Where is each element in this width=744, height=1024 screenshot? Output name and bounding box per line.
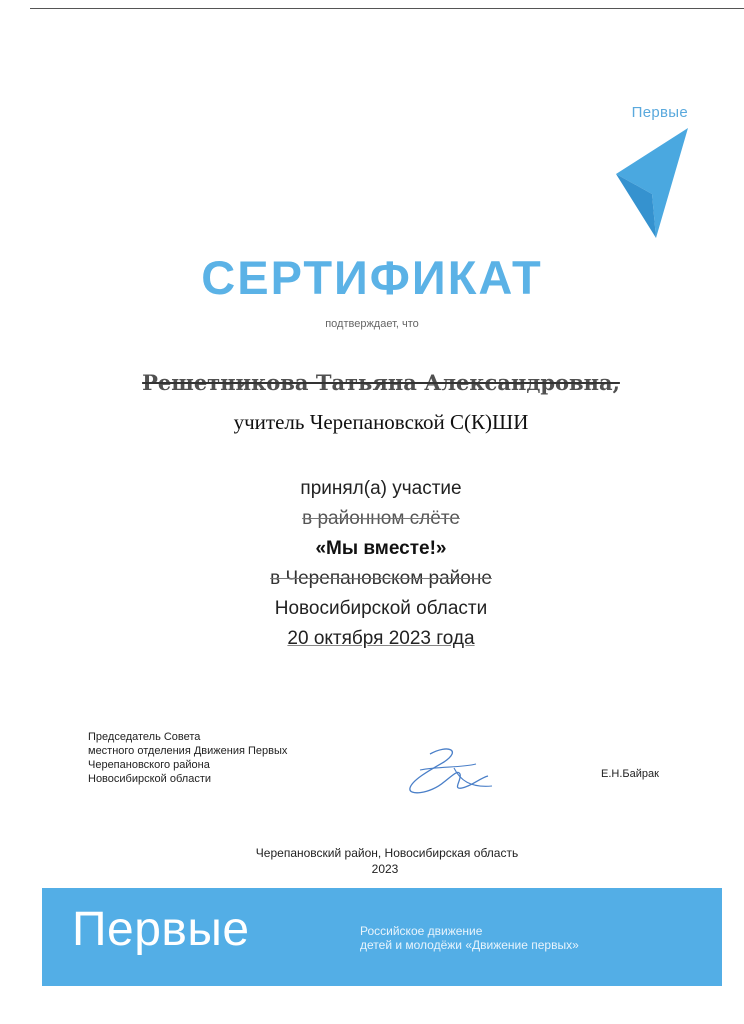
signatory-role-line: Черепановского района xyxy=(88,759,210,771)
district-line: в Черепановском районе xyxy=(270,568,492,589)
signatory-name: Е.Н.Байрак xyxy=(601,768,659,780)
movement-logo-icon xyxy=(612,122,692,242)
region-line: Новосибирской области xyxy=(274,598,488,619)
certificate-title: СЕРТИФИКАТ xyxy=(201,251,543,304)
bottom-banner xyxy=(42,888,722,986)
footer-place: Черепановский район, Новосибирская область xyxy=(255,846,519,860)
signatory-role-line: местного отделения Движения Первых xyxy=(88,745,288,757)
participation-line: принял(а) участие xyxy=(300,478,462,499)
event-name: «Мы вместе!» xyxy=(315,538,447,559)
banner-caption-line: детей и молодёжи «Движение первых» xyxy=(360,938,579,952)
footer-year: 2023 xyxy=(371,862,399,876)
recipient-position: учитель Черепановской С(К)ШИ xyxy=(233,410,529,434)
confirms-text: подтверждает, что xyxy=(325,318,419,330)
recipient-name: Решетникова Татьяна Александровна, xyxy=(142,370,620,395)
top-border-line xyxy=(30,8,744,9)
event-type-line: в районном слёте xyxy=(302,508,460,529)
handwritten-signature xyxy=(400,740,500,800)
event-date: 20 октября 2023 года xyxy=(287,628,475,649)
banner-caption-line: Российское движение xyxy=(360,924,483,938)
signatory-role xyxy=(88,730,287,786)
logo-word: Первые xyxy=(631,104,688,121)
banner-caption xyxy=(360,924,579,952)
banner-logo-word: Первые xyxy=(72,903,250,956)
signatory-role-line: Новосибирской области xyxy=(88,773,212,785)
signatory-role-line: Председатель Совета xyxy=(88,731,201,743)
